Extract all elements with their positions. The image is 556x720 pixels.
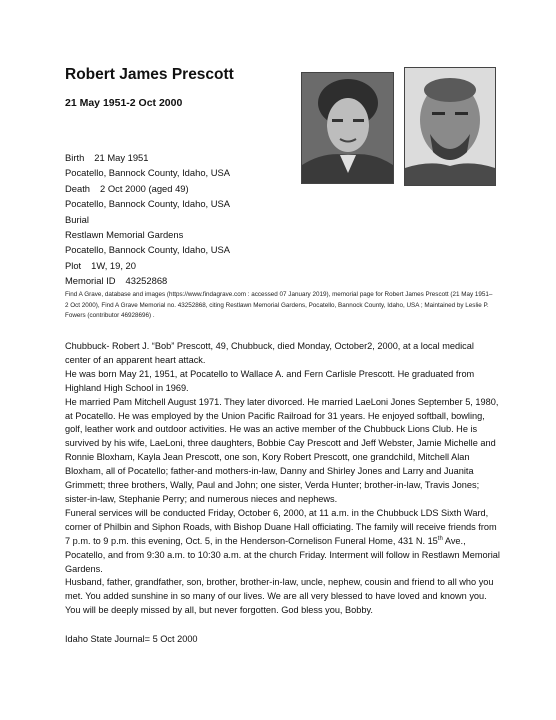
source-line: Idaho State Journal= 5 Oct 2000 [65, 634, 198, 644]
memorial-row [65, 273, 230, 288]
portrait-photo-older [404, 67, 496, 186]
plot-label: Plot [65, 259, 82, 271]
burial-place: Pocatello, Bannock County, Idaho, USA [65, 244, 231, 256]
plot-row [65, 258, 230, 273]
portrait-photo-young [301, 72, 394, 184]
plot-value: 1W, 19, 20 [91, 259, 136, 271]
birth-date: 21 May 1951 [94, 152, 149, 163]
memorial-value: 43252868 [125, 275, 168, 287]
burial-cemetery: Restlawn Memorial Gardens [65, 229, 184, 241]
bio-paragraph: Chubbuck- Robert J. “Bob” Prescott, 49, Chubbuck, died Monday, October2, 2000, at a local medical center of an apparent heart attack. [65, 341, 474, 365]
birth-row [65, 150, 230, 165]
bio-paragraph: He was born May 21, 1951, at Pocatello to Wallace A. and Fern Carlisle Prescott. He graduated from Highland High School in 1969. [65, 368, 475, 393]
bio-paragraph: Husband, father, grandfather, son, brother, brother-in-law, uncle, nephew, cousin and friend to all who you met. You added sunshine in so many of our lives. We are all very blessed to have loved and known you. You will be deeply missed by all, but never forgotten. God bless you, Bobby. [65, 577, 494, 616]
death-label: Death [65, 182, 91, 194]
page-title: Robert James Prescott [65, 66, 234, 83]
bio-paragraph: He married Pam Mitchell August 1971. They later divorced. He married LaeLoni Jones September 5, 1980, at Pocatello. He was employed by the Union Pacific Railroad for 31 years. He enjoyed softball, bowling, golf, leather work and outdoor activities. He was an active member of the Chubbuck Lions Club. He is survived by his wife, LaeLoni, three daughters, Bobbie Cay Prescott and Jeff Webster, Jamie Michelle and Ronnie Bloxham, Kayla Jean Prescott, one son, Kory Robert Prescott, one grandchild, Mitchell Alan Bloxham, all of Pocatello; father-and mothers-in-law, Danny and Shirley Jones and Larry and Juanita Grimmett; three brothers, Wally, Paul and John; one sister, Verda Hunter; brother-in-law, Travis Jones; sister-in-law, Stephanie Perry; and numerous nieces and nephews. [65, 396, 499, 504]
funeral-text-a: Funeral services will be conducted Friday, October 6, 2000, at 11 a.m. in the Chubbuck LDS Sixth Ward, corner of Philbin and Siphon Roads, with Bishop Duane Hall officiating. The family will receive friends from 7 p.m. to 9 p.m. this evening, Oct. 5, in the Henderson-Cornelison Funeral Home, 431 N. 15 [65, 507, 497, 546]
funeral-text-b: Ave., Pocatello, and from 9:30 a.m. to 10:30 a.m. at the church Friday. Interment will follow in Restlawn Memorial Gardens. [65, 535, 500, 574]
memorial-label: Memorial ID [65, 275, 116, 287]
death-place: Pocatello, Bannock County, Idaho, USA [65, 198, 231, 210]
birth-place: Pocatello, Bannock County, Idaho, USA [65, 167, 231, 179]
life-dates: 21 May 1951-2 Oct 2000 [65, 97, 183, 109]
birth-label: Birth [65, 152, 85, 163]
burial-label: Burial [65, 213, 89, 225]
ordinal-suffix: th [437, 535, 443, 542]
death-row [65, 181, 230, 196]
bio-paragraph-funeral [65, 507, 501, 577]
vital-facts [65, 150, 230, 289]
death-date: 2 Oct 2000 (aged 49) [100, 182, 189, 194]
obituary-text [65, 340, 501, 618]
citation: Find A Grave, database and images (https://www.findagrave.com : accessed 07 January 2019), memorial page for Robert James Prescott (21 May 1951–2 Oct 2000), Find A Grave Memorial no. 43252868, citing Restlawn Memorial Gardens, Pocatello, Bannock County, Idaho, USA ; Maintained by Leslie P. Fowers (contributor 46928696) . [65, 291, 493, 319]
